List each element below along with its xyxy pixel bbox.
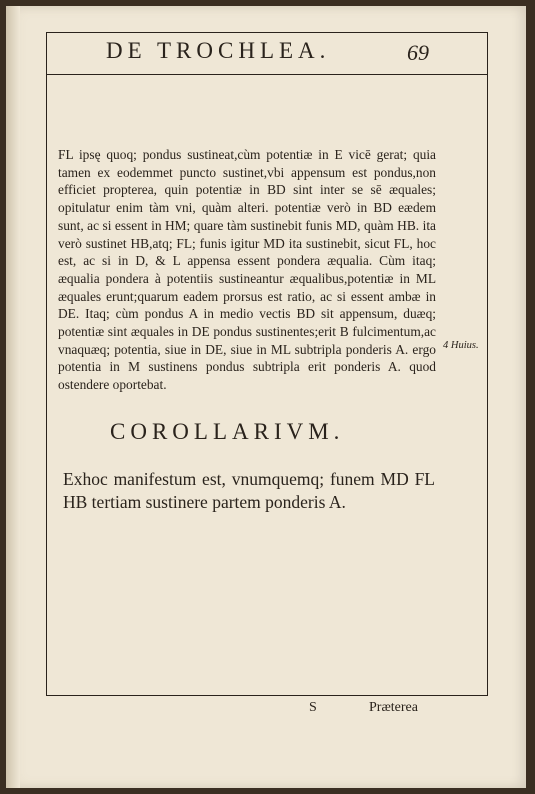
margin-note: 4 Huius. bbox=[443, 340, 479, 351]
signature-mark: S bbox=[309, 700, 317, 715]
header-rule bbox=[46, 74, 488, 75]
body-paragraph: FL ipsę quoq; pondus sustineat,cùm potentiæ in E vicē gerat; quia tamen ex eodemmet puncto sustinet,vbi appensum est pondus,non efficiet propterea, quin potentiæ in BD sint inter se sē æquales; opitulatur enim tàm vni, quàm alteri. potentiæ verò in BD eædem sunt, ac si essent in HM; quare tàm sustinebit funis MD, quàm HB. ita verò sustinet HB,atq; FL; funis igitur MD ita sustinebit, sicut FL, hoc est, ac si in D, & L appensa essent pondera æqualia. Cùm itaq; æqualia pondera à potentiis sustineantur æqualibus,potentiæ in ML æquales erunt;quarum eadem prorsus est ratio, ac si essent ambæ in DE. Itaq; cùm pondus A in medio vectis BD sit appensum, duæq; potentiæ sint æquales in DE pondus sustinentes;erit B fulcimentum,ac vnaquæq; potentia, siue in DE, siue in ML subtripla ponderis A. ergo potentia in M sustinens pondus subtripla erit ponderis A. quod ostendere oportebat. bbox=[58, 147, 436, 393]
catchword: Præterea bbox=[369, 700, 418, 715]
page-number: 69 bbox=[407, 40, 429, 65]
corollary-heading: COROLLARIVM. bbox=[110, 419, 345, 444]
book-page bbox=[6, 6, 526, 788]
page-spine-shadow bbox=[6, 6, 20, 788]
corollary-text: Exhoc manifestum est, vnumquemq; funem MD FL HB tertiam sustinere partem ponderis A. bbox=[63, 469, 435, 512]
running-title: DE TROCHLEA. bbox=[106, 38, 331, 63]
